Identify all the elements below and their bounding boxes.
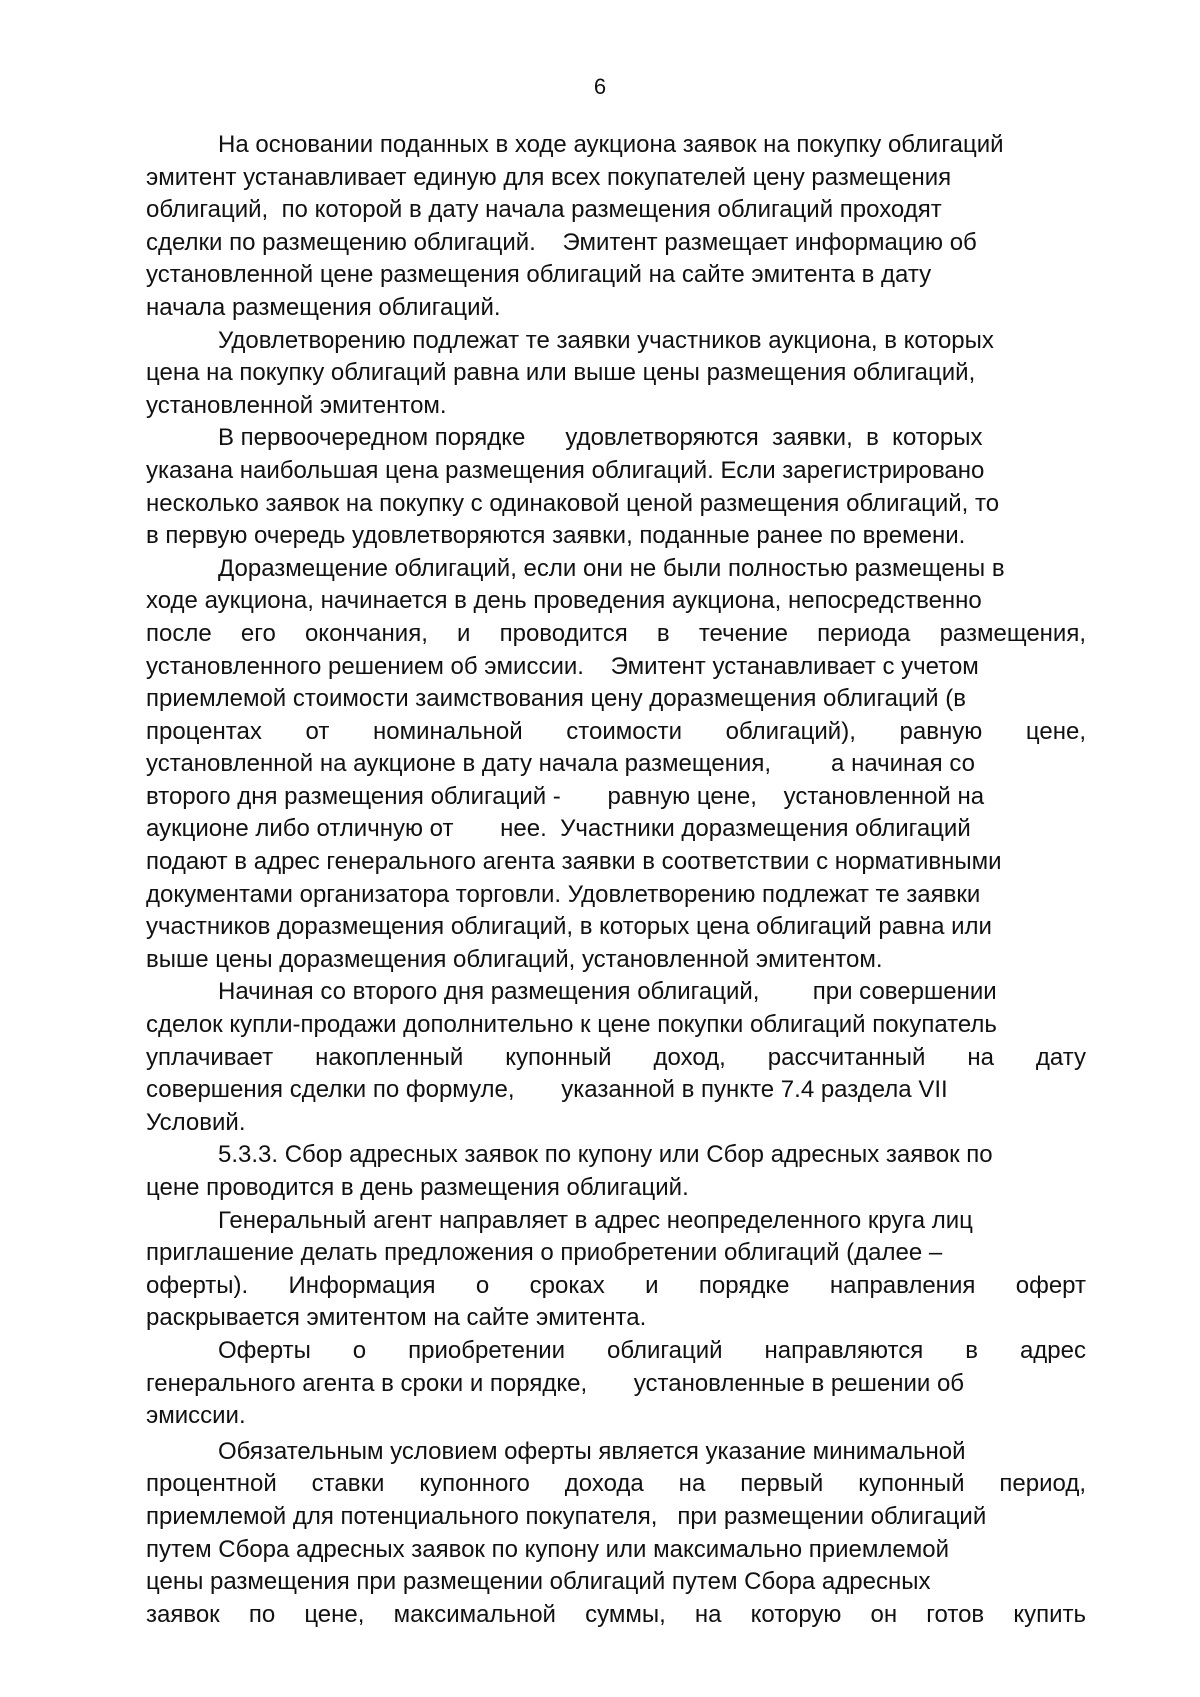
paragraph	[146, 422, 1086, 552]
paragraph-first-line: Генеральный агент направляет в адрес неопределенного круга лиц	[218, 1206, 973, 1234]
paragraph-line: установленной на аукционе в дату начала размещения, а начиная со	[146, 750, 975, 778]
paragraph	[146, 553, 1086, 977]
paragraph	[146, 976, 1086, 1139]
page-number: 6	[593, 74, 607, 99]
paragraph-line: оферты). Информация о сроках и порядке направления оферт	[146, 1271, 1086, 1299]
paragraph-line: цены размещения при размещении облигаций путем Сбора адресных	[146, 1568, 931, 1596]
paragraph-line: установленной эмитентом.	[146, 391, 447, 419]
paragraph-line: ходе аукциона, начинается в день проведения аукциона, непосредственно	[146, 587, 982, 615]
paragraph-line: несколько заявок на покупку с одинаковой ценой размещения облигаций, то	[146, 489, 1000, 517]
paragraph-line: документами организатора торговли. Удовлетворению подлежат те заявки	[146, 880, 981, 908]
paragraph-line: совершения сделки по формуле, указанной в пункте 7.4 раздела VII	[146, 1076, 948, 1104]
paragraph-line: эмитент устанавливает единую для всех покупателей цену размещения	[146, 163, 952, 191]
paragraph-first-line: На основании поданных в ходе аукциона заявок на покупку облигаций	[218, 131, 1004, 158]
paragraph-line: в первую очередь удовлетворяются заявки, поданные ранее по времени.	[146, 522, 966, 550]
paragraph-first-line: Удовлетворению подлежат те заявки участников аукциона, в которых	[218, 326, 994, 354]
paragraph	[146, 325, 1086, 423]
paragraph-line: приглашение делать предложения о приобретении облигаций (далее –	[146, 1239, 943, 1267]
paragraph-line: генерального агента в сроки и порядке, установленные в решении об	[146, 1369, 965, 1397]
paragraph-line: сделки по размещению облигаций. Эмитент размещает информацию об	[146, 228, 977, 256]
paragraph-line: сделок купли-продажи дополнительно к цене покупки облигаций покупатель	[146, 1011, 997, 1039]
paragraph-first-line: В первоочередном порядке удовлетворяются заявки, в которых	[218, 424, 983, 452]
paragraph-line: путем Сбора адресных заявок по купону или максимально приемлемой	[146, 1535, 949, 1563]
paragraph-line: уплачивает накопленный купонный доход, рассчитанный на дату	[146, 1043, 1086, 1071]
document-body	[146, 129, 1086, 1631]
paragraph-line: подают в адрес генерального агента заявки в соответствии с нормативными	[146, 848, 1002, 876]
paragraph-line: раскрывается эмитентом на сайте эмитента.	[146, 1304, 647, 1332]
paragraph-first-line: Доразмещение облигаций, если они не были полностью размещены в	[218, 554, 1005, 582]
paragraph-line: установленного решением об эмиссии. Эмитент устанавливает с учетом	[146, 652, 979, 680]
paragraph-line: второго дня размещения облигаций - равную цене, установленной на	[146, 782, 985, 810]
paragraph-line: процентах от номинальной стоимости облигаций), равную цене,	[146, 717, 1086, 745]
paragraph-line: аукционе либо отличную от нее. Участники доразмещения облигаций	[146, 815, 971, 843]
paragraph-line: указана наибольшая цена размещения облигаций. Если зарегистрировано	[146, 456, 985, 484]
paragraph-line: участников доразмещения облигаций, в которых цена облигаций равна или	[146, 913, 992, 941]
paragraph	[146, 129, 1086, 325]
paragraph	[146, 1436, 1086, 1632]
paragraph	[146, 1205, 1086, 1335]
paragraph-first-line: Обязательным условием оферты является указание минимальной	[218, 1437, 966, 1465]
paragraph-first-line: Оферты о приобретении облигаций направляются в адрес	[218, 1336, 1086, 1364]
paragraph-line: приемлемой для потенциального покупателя, при размещении облигаций	[146, 1502, 987, 1530]
paragraph-line: цене проводится в день размещения облигаций.	[146, 1174, 689, 1201]
paragraph-first-line: Начиная со второго дня размещения облигаций, при совершении	[218, 978, 997, 1006]
paragraph-line: выше цены доразмещения облигаций, установленной эмитентом.	[146, 945, 883, 973]
paragraph	[146, 1139, 1086, 1204]
paragraph-line: приемлемой стоимости заимствования цену доразмещения облигаций (в	[146, 685, 966, 713]
paragraph-line: процентной ставки купонного дохода на первый купонный период,	[146, 1470, 1086, 1498]
paragraph-line: эмиссии.	[146, 1402, 246, 1430]
paragraph-line: после его окончания, и проводится в течение периода размещения,	[146, 619, 1086, 647]
paragraph-line: цена на покупку облигаций равна или выше цены размещения облигаций,	[146, 359, 976, 387]
paragraph-first-line: 5.3.3. Сбор адресных заявок по купону или Сбор адресных заявок по	[218, 1141, 993, 1169]
paragraph-line: заявок по цене, максимальной суммы, на которую он готов купить	[146, 1600, 1086, 1628]
paragraph-line: начала размещения облигаций.	[146, 293, 501, 321]
paragraph-line: облигаций, по которой в дату начала размещения облигаций проходят	[146, 196, 942, 224]
paragraph-line: установленной цене размещения облигаций на сайте эмитента в дату	[146, 261, 932, 289]
paragraph	[146, 1335, 1086, 1433]
paragraph-line: Условий.	[146, 1108, 246, 1136]
